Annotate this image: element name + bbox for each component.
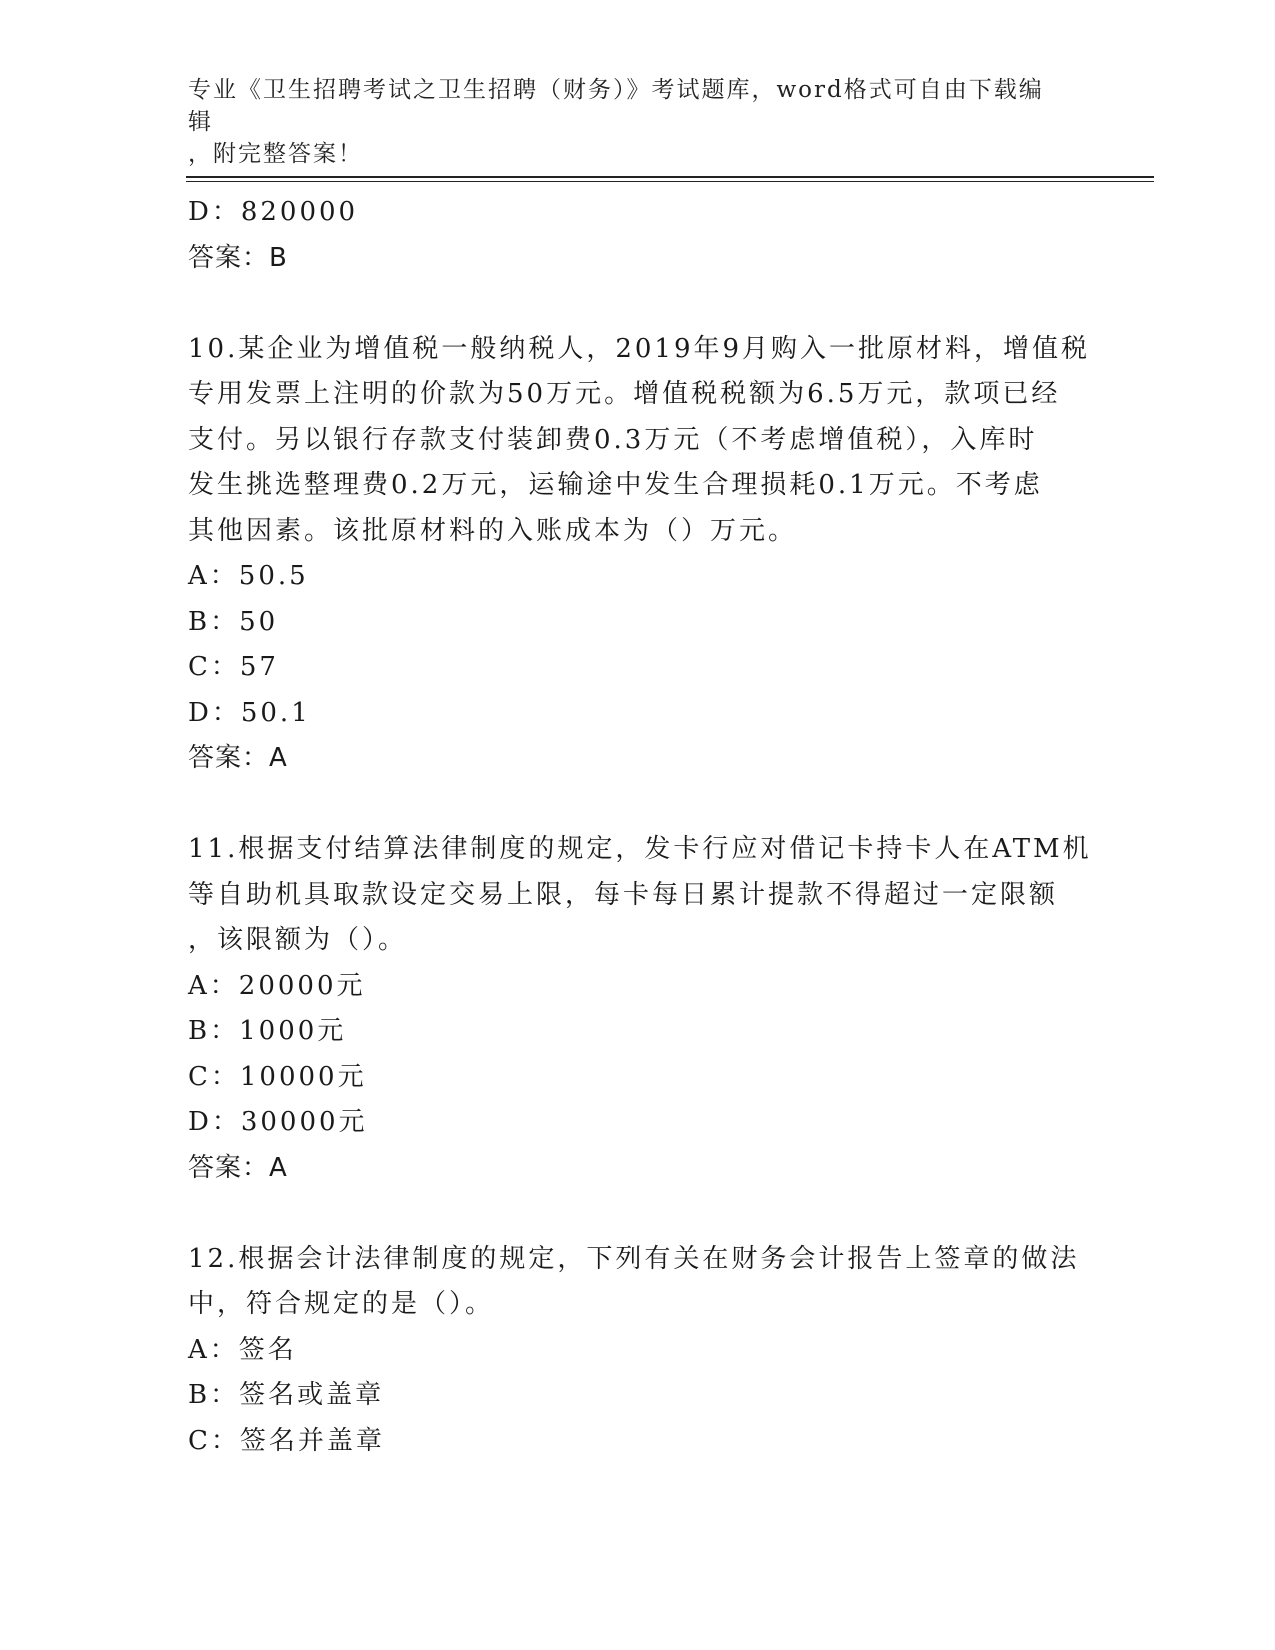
question-10-option-d: D：50.1	[188, 697, 311, 728]
question-11-answer: 答案：A	[188, 1152, 288, 1183]
question-10	[188, 327, 1091, 555]
spacer	[188, 1191, 1088, 1237]
prev-answer: 答案：B	[188, 242, 288, 273]
question-10-option-c: C：57	[188, 652, 279, 682]
header-line-2: ，附完整答案！	[188, 141, 363, 167]
question-11-option-c: C：10000元	[188, 1061, 367, 1092]
question-10-line: 专用发票上注明的价款为50万元。增值税税额为6.5万元，款项已经	[188, 379, 1061, 409]
question-11-line: ，该限额为（）。	[188, 925, 408, 955]
question-12	[188, 1237, 1088, 1328]
exam-content	[188, 190, 1092, 1464]
question-10-option-a: A：50.5	[188, 561, 309, 591]
question-10-line: 其他因素。该批原材料的入账成本为（）万元。	[188, 515, 798, 546]
question-12-option-b: B：签名或盖章	[188, 1380, 385, 1410]
spacer	[188, 281, 1088, 327]
question-11-option-b: B：1000元	[188, 1016, 347, 1046]
question-10-answer: 答案：A	[188, 743, 288, 773]
question-11-line: 等自助机具取款设定交易上限，每卡每日累计提款不得超过一定限额	[188, 879, 1059, 910]
question-12-option-a: A：签名	[188, 1334, 297, 1365]
question-10-line: 发生挑选整理费0.2万元，运输途中发生合理损耗0.1万元。不考虑	[188, 470, 1043, 500]
question-11-option-d: D：30000元	[188, 1107, 368, 1137]
header-divider-thin	[186, 181, 1154, 182]
question-12-line: 中，符合规定的是（）。	[188, 1289, 495, 1319]
header-line-1: 专业《卫生招聘考试之卫生招聘（财务）》考试题库，word格式可自由下载编辑	[188, 77, 1044, 135]
page-header	[188, 74, 1068, 170]
question-12-line: 12.根据会计法律制度的规定，下列有关在财务会计报告上签章的做法	[188, 1243, 1080, 1274]
question-11	[188, 827, 1092, 964]
question-10-line: 支付。另以银行存款支付装卸费0.3万元（不考虑增值税），入库时	[188, 424, 1038, 455]
header-divider-thick	[186, 176, 1154, 178]
question-10-option-b: B：50	[188, 606, 279, 637]
spacer	[188, 782, 1088, 828]
question-11-line: 11.根据支付结算法律制度的规定，发卡行应对借记卡持卡人在ATM机	[188, 834, 1092, 864]
question-11-option-a: A：20000元	[188, 970, 366, 1001]
question-10-line: 10.某企业为增值税一般纳税人，2019年9月购入一批原材料，增值税	[188, 333, 1091, 364]
prev-option-d: D：820000	[188, 197, 359, 227]
question-12-option-c: C：签名并盖章	[188, 1425, 385, 1456]
